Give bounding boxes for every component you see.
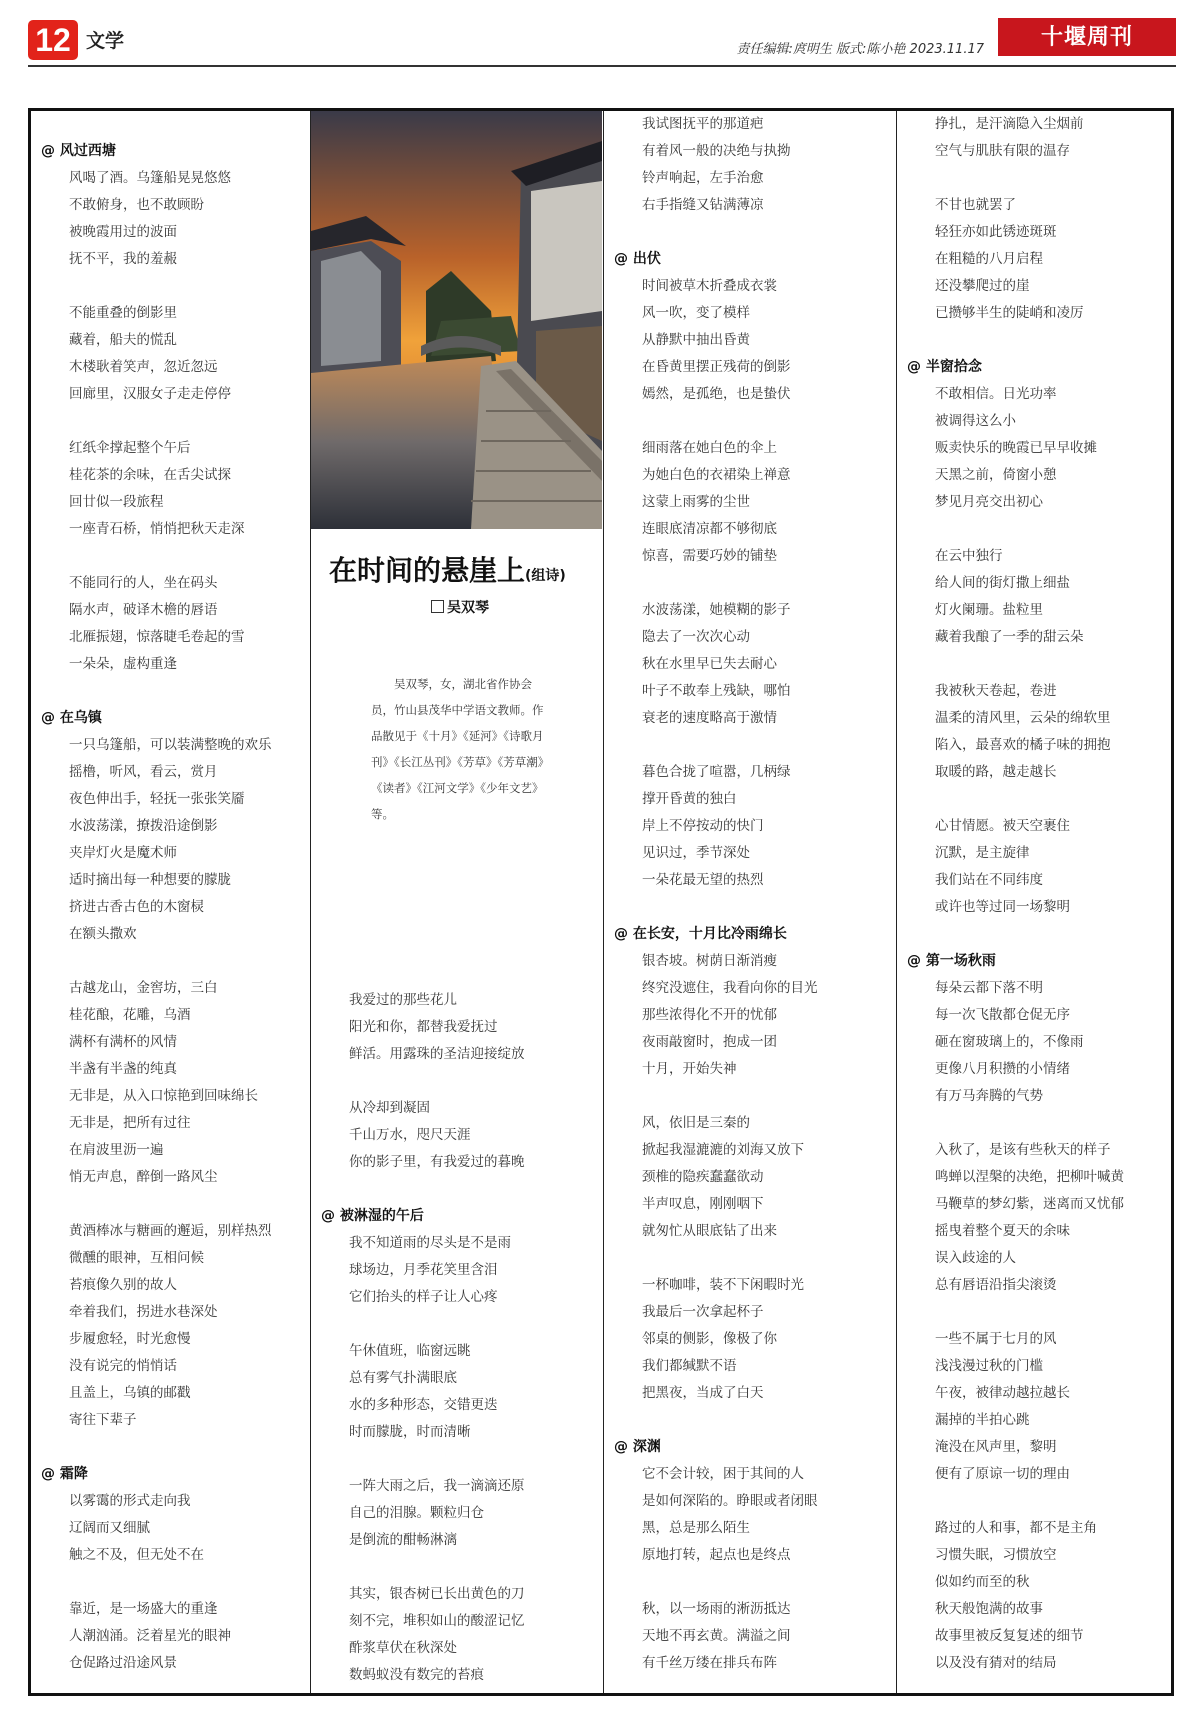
poem-line: 刻不完，堆积如山的酸涩记忆 bbox=[349, 1613, 525, 1629]
stanza-gap bbox=[897, 651, 1171, 678]
poem-line: 以及没有猜对的结局 bbox=[935, 1655, 1057, 1671]
poem-line: 满杯有满杯的风情 bbox=[69, 1034, 177, 1050]
poem-line: 沉默，是主旋律 bbox=[935, 845, 1030, 861]
poem-line: 古越龙山，金窖坊，三白 bbox=[69, 980, 218, 996]
poem-line: 它们抬头的样子让人心疼 bbox=[349, 1289, 498, 1305]
poem-line: 叶子不敢奉上残缺，哪怕 bbox=[642, 683, 791, 699]
page-number: 12 bbox=[28, 20, 78, 60]
poem-line: 不敢相信。日光功率 bbox=[935, 386, 1057, 402]
poem-line: 午休值班，临窗远眺 bbox=[349, 1343, 471, 1359]
stanza-gap bbox=[311, 1176, 602, 1203]
poem-line: 总有唇语沿指尖滚烫 bbox=[935, 1277, 1057, 1293]
poem-line: 空气与肌肤有限的温存 bbox=[935, 143, 1070, 159]
poem-line: 阳光和你，都替我爱抚过 bbox=[349, 1019, 498, 1035]
poem-line: 取暖的路，越走越长 bbox=[935, 764, 1057, 780]
poem-line: 步履愈轻，时光愈慢 bbox=[69, 1331, 191, 1347]
poem-line: 半盏有半盏的纯真 bbox=[69, 1061, 177, 1077]
poem-line: 风一吹，变了模样 bbox=[642, 305, 750, 321]
poem-line: 且盖上，乌镇的邮戳 bbox=[69, 1385, 191, 1401]
poem-line: 午夜，被律动越拉越长 bbox=[935, 1385, 1070, 1401]
poem-line: 在粗糙的八月启程 bbox=[935, 251, 1043, 267]
poem-line: 回廿似一段旅程 bbox=[69, 494, 164, 510]
poem-line: 总有雾气扑满眼底 bbox=[349, 1370, 457, 1386]
brand-logo: 十堰周刊 bbox=[998, 18, 1176, 56]
byline-box-icon bbox=[431, 600, 444, 613]
poem-line: 漏掉的半拍心跳 bbox=[935, 1412, 1030, 1428]
stanza-gap bbox=[31, 948, 309, 975]
poem-line: 仓促路过沿途风景 bbox=[69, 1655, 177, 1671]
stanza-gap bbox=[31, 1434, 309, 1461]
poem-title: @ 被淋湿的午后 bbox=[321, 1208, 424, 1224]
stanza-gap bbox=[604, 894, 895, 921]
editor-info: 责任编辑:庹明生 版式:陈小艳 2023.11.17 bbox=[736, 42, 984, 57]
section-title: 文学 bbox=[86, 30, 125, 52]
poem-line: 秋天般饱满的故事 bbox=[935, 1601, 1043, 1617]
poem-line: 浅浅漫过秋的门槛 bbox=[935, 1358, 1043, 1374]
author-byline bbox=[431, 597, 489, 619]
poem-line: 黄酒棒冰与糖画的邂逅，别样热烈 bbox=[69, 1223, 272, 1239]
poem-line: 摇曳着整个夏天的余味 bbox=[935, 1223, 1070, 1239]
poem-line: 一阵大雨之后，我一滴滴还原 bbox=[349, 1478, 525, 1494]
poem-line: 数蚂蚁没有数完的苔痕 bbox=[349, 1667, 484, 1683]
poem-line: 在额头撒欢 bbox=[69, 926, 137, 942]
poem-line: 自己的泪腺。颗粒归仓 bbox=[349, 1505, 484, 1521]
poem-line: 故事里被反复复述的细节 bbox=[935, 1628, 1084, 1644]
poem-title: @ 出伏 bbox=[614, 251, 661, 267]
poem-line: 以雾霭的形式走向我 bbox=[69, 1493, 191, 1509]
poem-line: 藏着我酿了一季的甜云朵 bbox=[935, 629, 1084, 645]
poem-line: 不能同行的人，坐在码头 bbox=[69, 575, 218, 591]
poem-line: 红纸伞撑起整个午后 bbox=[69, 440, 191, 456]
poem-line: 原地打转，起点也是终点 bbox=[642, 1547, 791, 1563]
poem-line: 藏着，船夫的慌乱 bbox=[69, 332, 177, 348]
stanza-gap bbox=[31, 678, 309, 705]
poem-line: 我试图抚平的那道疤 bbox=[642, 116, 764, 132]
poem-line: 我最后一次拿起杯子 bbox=[642, 1304, 764, 1320]
poem-line: 习惯失眠，习惯放空 bbox=[935, 1547, 1057, 1563]
poem-line: 一只乌篷船，可以装满整晚的欢乐 bbox=[69, 737, 272, 753]
poem-line: 一朵花最无望的热烈 bbox=[642, 872, 764, 888]
stanza-gap bbox=[604, 219, 895, 246]
stanza-gap bbox=[311, 1554, 602, 1581]
poem-line: 从静默中抽出昏黄 bbox=[642, 332, 750, 348]
poem-line: 路过的人和事，都不是主角 bbox=[935, 1520, 1097, 1536]
poem-line: 惊喜，需要巧妙的铺垫 bbox=[642, 548, 777, 564]
poem-line: 人潮汹涌。泛着星光的眼神 bbox=[69, 1628, 231, 1644]
stanza-gap bbox=[897, 516, 1171, 543]
poem-title: @ 风过西塘 bbox=[41, 143, 116, 159]
poem-title: @ 在乌镇 bbox=[41, 710, 102, 726]
poem-line: 我们都缄默不语 bbox=[642, 1358, 737, 1374]
stanza-gap bbox=[311, 1068, 602, 1095]
poem-line: 北雁振翅，惊落睫毛卷起的雪 bbox=[69, 629, 245, 645]
poem-line: 一杯咖啡，装不下闲暇时光 bbox=[642, 1277, 804, 1293]
poem-line: 有千丝万缕在排兵布阵 bbox=[642, 1655, 777, 1671]
stanza-gap bbox=[897, 327, 1171, 354]
poem-column-3 bbox=[604, 111, 895, 1693]
poem-line: 嫣然，是孤绝，也是蛰伏 bbox=[642, 386, 791, 402]
poem-line: 天地不再玄黄。满溢之间 bbox=[642, 1628, 791, 1644]
poem-line: 在昏黄里摆正残荷的倒影 bbox=[642, 359, 791, 375]
poem-line: 无非是，把所有过往 bbox=[69, 1115, 191, 1131]
poem-line: 时而朦胧，时而清晰 bbox=[349, 1424, 471, 1440]
poem-line: 没有说完的悄悄话 bbox=[69, 1358, 177, 1374]
poem-line: 时间被草木折叠成衣裳 bbox=[642, 278, 777, 294]
poem-line: 银杏坡。树荫日渐消瘦 bbox=[642, 953, 777, 969]
poem-line: 隐去了一次次心动 bbox=[642, 629, 750, 645]
poem-line: 右手指缝又钻满薄凉 bbox=[642, 197, 764, 213]
poem-line: 我被秋天卷起，卷进 bbox=[935, 683, 1057, 699]
poem-line: 风，依旧是三秦的 bbox=[642, 1115, 750, 1131]
stanza-gap bbox=[604, 1245, 895, 1272]
stanza-gap bbox=[31, 1569, 309, 1596]
poem-line: 铃声响起，左手治愈 bbox=[642, 170, 764, 186]
stanza-gap bbox=[604, 1407, 895, 1434]
poem-line: 一朵朵，虚构重逢 bbox=[69, 656, 177, 672]
poem-line: 已攒够半生的陡峭和凌厉 bbox=[935, 305, 1084, 321]
poem-title: @ 在长安，十月比冷雨绵长 bbox=[614, 926, 787, 942]
poem-line: 挤进古香古色的木窗棂 bbox=[69, 899, 204, 915]
poem-line: 误入歧途的人 bbox=[935, 1250, 1016, 1266]
poem-line: 终究没遮住，我看向你的目光 bbox=[642, 980, 818, 996]
poem-line: 它不会计较，困于其间的人 bbox=[642, 1466, 804, 1482]
poem-line: 一些不属于七月的风 bbox=[935, 1331, 1057, 1347]
stanza-gap bbox=[604, 570, 895, 597]
poem-title: @ 第一场秋雨 bbox=[907, 953, 996, 969]
title-suffix: (组诗) bbox=[525, 568, 566, 584]
poem-line: 一座青石桥，悄悄把秋天走深 bbox=[69, 521, 245, 537]
stanza-gap bbox=[31, 1191, 309, 1218]
poem-line: 夜色伸出手，轻抚一张张笑靥 bbox=[69, 791, 245, 807]
poem-title: @ 半窗拾念 bbox=[907, 359, 982, 375]
stanza-gap bbox=[311, 1311, 602, 1338]
poem-line: 桂花酿，花雕，乌酒 bbox=[69, 1007, 191, 1023]
poem-line: 撑开昏黄的独白 bbox=[642, 791, 737, 807]
article-title bbox=[329, 551, 594, 596]
poem-line: 半声叹息，刚刚咽下 bbox=[642, 1196, 764, 1212]
poem-line: 水波荡漾，撩拨沿途倒影 bbox=[69, 818, 218, 834]
stanza-gap bbox=[311, 1446, 602, 1473]
poem-line: 淹没在风声里，黎明 bbox=[935, 1439, 1057, 1455]
poem-line: 轻狂亦如此锈迹斑斑 bbox=[935, 224, 1057, 240]
poem-line: 颈椎的隐疾蠢蠢欲动 bbox=[642, 1169, 764, 1185]
poem-column-4 bbox=[897, 111, 1171, 1693]
poem-line: 木楼耿着笑声，忽近忽远 bbox=[69, 359, 218, 375]
poem-title: @ 深渊 bbox=[614, 1439, 661, 1455]
poem-line: 水波荡漾，她模糊的影子 bbox=[642, 602, 791, 618]
stanza-gap bbox=[897, 1110, 1171, 1137]
poem-line: 掀起我湿漉漉的刘海又放下 bbox=[642, 1142, 804, 1158]
poem-line: 水的多种形态，交错更迭 bbox=[349, 1397, 498, 1413]
poem-line: 挣扎，是汗滴隐入尘烟前 bbox=[935, 116, 1084, 132]
poem-line: 有着风一般的决绝与执拗 bbox=[642, 143, 791, 159]
poem-line: 隔水声，破译木檐的唇语 bbox=[69, 602, 218, 618]
poem-line: 鸣蝉以涅槃的决绝，把柳叶喊黄 bbox=[935, 1169, 1124, 1185]
poem-line: 细雨落在她白色的伞上 bbox=[642, 440, 777, 456]
poem-line: 微醺的眼神，互相问候 bbox=[69, 1250, 204, 1266]
stanza-gap bbox=[604, 1083, 895, 1110]
poem-line: 从冷却到凝固 bbox=[349, 1100, 430, 1116]
poem-line: 便有了原谅一切的理由 bbox=[935, 1466, 1070, 1482]
poem-line: 苔痕像久别的故人 bbox=[69, 1277, 177, 1293]
poem-line: 被调得这么小 bbox=[935, 413, 1016, 429]
poem-line: 灯火阑珊。盐粒里 bbox=[935, 602, 1043, 618]
poem-line: 陷入，最喜欢的橘子味的拥抱 bbox=[935, 737, 1111, 753]
poem-line: 不能重叠的倒影里 bbox=[69, 305, 177, 321]
poem-line: 触之不及，但无处不在 bbox=[69, 1547, 204, 1563]
stanza-gap bbox=[897, 1488, 1171, 1515]
poem-line: 更像八月积攒的小情绪 bbox=[935, 1061, 1070, 1077]
poem-line: 酢浆草伏在秋深处 bbox=[349, 1640, 457, 1656]
poem-line: 千山万水，咫尺天涯 bbox=[349, 1127, 471, 1143]
poem-line: 就匆忙从眼底钻了出来 bbox=[642, 1223, 777, 1239]
poem-line: 摇橹，听风，看云，赏月 bbox=[69, 764, 218, 780]
poem-line: 似如约而至的秋 bbox=[935, 1574, 1030, 1590]
poem-line: 贩卖快乐的晚霞已早早收摊 bbox=[935, 440, 1097, 456]
poem-line: 温柔的清风里，云朵的绵软里 bbox=[935, 710, 1111, 726]
poem-line: 砸在窗玻璃上的，不像雨 bbox=[935, 1034, 1084, 1050]
poem-line: 秋在水里早已失去耐心 bbox=[642, 656, 777, 672]
poem-line: 每一次飞散都仓促无序 bbox=[935, 1007, 1070, 1023]
poem-line: 辽阔而又细腻 bbox=[69, 1520, 150, 1536]
stanza-gap bbox=[604, 732, 895, 759]
stanza-gap bbox=[604, 1569, 895, 1596]
stanza-gap bbox=[897, 1299, 1171, 1326]
poem-line: 在肩波里沥一遍 bbox=[69, 1142, 164, 1158]
poem-line: 黑，总是那么陌生 bbox=[642, 1520, 750, 1536]
stanza-gap bbox=[604, 408, 895, 435]
poem-line: 球场边，月季花笑里含泪 bbox=[349, 1262, 498, 1278]
poem-line: 那些浓得化不开的忧郁 bbox=[642, 1007, 777, 1023]
poem-line: 我不知道雨的尽头是不是雨 bbox=[349, 1235, 511, 1251]
poem-line: 邻桌的侧影，像极了你 bbox=[642, 1331, 777, 1347]
poem-line: 天黑之前，倚窗小憩 bbox=[935, 467, 1057, 483]
poem-line: 十月，开始失神 bbox=[642, 1061, 737, 1077]
poem-line: 不甘也就罢了 bbox=[935, 197, 1016, 213]
stanza-gap bbox=[897, 921, 1171, 948]
poem-line: 靠近，是一场盛大的重逢 bbox=[69, 1601, 218, 1617]
poem-line: 为她白色的衣裙染上禅意 bbox=[642, 467, 791, 483]
poem-line: 抚不平，我的羞赧 bbox=[69, 251, 177, 267]
poem-line: 桂花茶的余味，在舌尖试探 bbox=[69, 467, 231, 483]
poem-line: 适时摘出每一种想要的朦胧 bbox=[69, 872, 231, 888]
poem-line: 衰老的速度略高于激情 bbox=[642, 710, 777, 726]
poem-line: 不敢俯身，也不敢顾盼 bbox=[69, 197, 204, 213]
poem-column-1 bbox=[31, 111, 309, 1693]
header-rule bbox=[28, 65, 1176, 67]
poem-line: 是如何深陷的。睁眼或者闭眼 bbox=[642, 1493, 818, 1509]
poem-line: 风喝了酒。乌篷船晃晃悠悠 bbox=[69, 170, 231, 186]
poem-line: 或许也等过同一场黎明 bbox=[935, 899, 1070, 915]
poem-line: 无非是，从入口惊艳到回味绵长 bbox=[69, 1088, 258, 1104]
poem-line: 回廊里，汉服女子走走停停 bbox=[69, 386, 231, 402]
poem-line: 悄无声息，醉倒一路风尘 bbox=[69, 1169, 218, 1185]
poem-title: @ 霜降 bbox=[41, 1466, 88, 1482]
poem-line: 每朵云都下落不明 bbox=[935, 980, 1043, 996]
poem-line: 牵着我们，拐进水巷深处 bbox=[69, 1304, 218, 1320]
poem-line: 其实，银杏树已长出黄色的刀 bbox=[349, 1586, 525, 1602]
poem-line: 心甘情愿。被天空裹住 bbox=[935, 818, 1070, 834]
poem-line: 入秋了，是该有些秋天的样子 bbox=[935, 1142, 1111, 1158]
author-bio: 吴双琴，女，湖北省作协会员，竹山县茂华中学语文教师。作品散见于《十月》《延河》《诗歌月刊》《长江丛刊》《芳草》《芳草潮》《读者》《江河文学》《少年文艺》等。 bbox=[371, 677, 550, 821]
stanza-gap bbox=[31, 543, 309, 570]
poem-line: 暮色合拢了喧嚣，几柄绿 bbox=[642, 764, 791, 780]
poem-line: 连眼底清凉都不够彻底 bbox=[642, 521, 777, 537]
poem-line: 在云中独行 bbox=[935, 548, 1003, 564]
water-town-photo bbox=[311, 111, 602, 529]
page-header bbox=[28, 18, 1176, 64]
stanza-gap bbox=[897, 786, 1171, 813]
author-name: 吴双琴 bbox=[447, 600, 489, 616]
poem-line: 把黑夜，当成了白天 bbox=[642, 1385, 764, 1401]
poem-line: 夜雨敲窗时，抱成一团 bbox=[642, 1034, 777, 1050]
poem-line: 寄往下辈子 bbox=[69, 1412, 137, 1428]
poem-line: 秋，以一场雨的淅沥抵达 bbox=[642, 1601, 791, 1617]
poem-column-2 bbox=[311, 111, 602, 1693]
poem-line: 夹岸灯火是魔术师 bbox=[69, 845, 177, 861]
title-main: 在时间的悬崖上 bbox=[329, 554, 526, 587]
poem-line: 见识过，季节深处 bbox=[642, 845, 750, 861]
poem-line: 有万马奔腾的气势 bbox=[935, 1088, 1043, 1104]
poem-line: 我爱过的那些花儿 bbox=[349, 992, 457, 1008]
stanza-gap bbox=[31, 408, 309, 435]
poem-line: 岸上不停按动的快门 bbox=[642, 818, 764, 834]
stanza-gap bbox=[31, 273, 309, 300]
poem-line: 鲜活。用露珠的圣洁迎接绽放 bbox=[349, 1046, 525, 1062]
poem-line: 梦见月亮交出初心 bbox=[935, 494, 1043, 510]
poem-line: 马鞭草的梦幻紫，迷离而又忧郁 bbox=[935, 1196, 1124, 1212]
poem-line: 被晚霞用过的波面 bbox=[69, 224, 177, 240]
poem-line: 我们站在不同纬度 bbox=[935, 872, 1043, 888]
poem-line: 还没攀爬过的崖 bbox=[935, 278, 1030, 294]
poem-line: 你的影子里，有我爱过的暮晚 bbox=[349, 1154, 525, 1170]
stanza-gap bbox=[897, 165, 1171, 192]
poem-line: 这蒙上雨雾的尘世 bbox=[642, 494, 750, 510]
poem-line: 是倒流的酣畅淋漓 bbox=[349, 1532, 457, 1548]
poem-line: 给人间的街灯撒上细盐 bbox=[935, 575, 1070, 591]
